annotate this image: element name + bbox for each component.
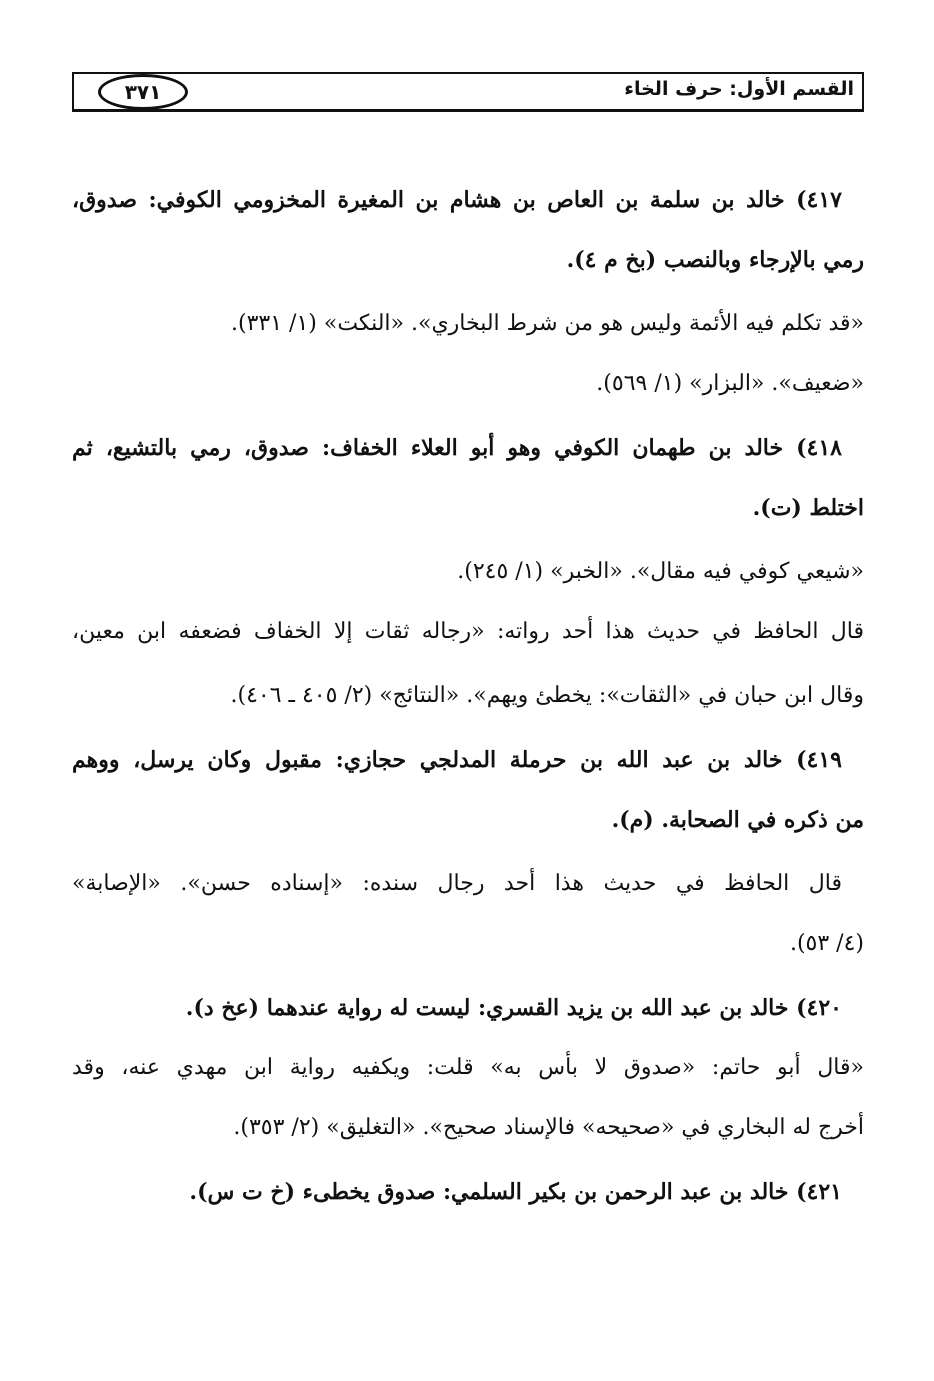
text-line: ٤١٩) خالد بن عبد الله بن حرملة المدلجي حجازي: مقبول وكان يرسل، ووهم xyxy=(72,747,842,773)
text-line: «قال أبو حاتم: «صدوق لا بأس به» قلت: ويكفيه رواية ابن مهدي عنه، وقد xyxy=(72,1055,864,1080)
text-line: رمي بالإرجاء وبالنصب (بخ م ٤). xyxy=(566,247,864,273)
text-line: اختلط (ت). xyxy=(752,495,864,521)
text-line: ٤٢١) خالد بن عبد الرحمن بن بكير السلمي: صدوق يخطىء (خ ت س). xyxy=(189,1179,842,1205)
text-line: من ذكره في الصحابة. (م). xyxy=(611,807,864,833)
running-header xyxy=(72,72,864,112)
text-line: ٤٢٠) خالد بن عبد الله بن يزيد القسري: ليست له رواية عندهما (عخ د). xyxy=(185,995,842,1021)
header-left-rule xyxy=(72,72,74,112)
page-number: ٣٧١ xyxy=(98,74,188,110)
header-bottom-rule xyxy=(72,109,864,112)
text-line: وقال ابن حبان في «الثقات»: يخطئ ويهم». «النتائج» (٢/ ٤٠٥ ـ ٤٠٦). xyxy=(230,683,864,708)
text-line: قال الحافظ في حديث هذا أحد رجال سنده: «إسناده حسن». «الإصابة» xyxy=(72,871,842,896)
text-line: أخرج له البخاري في «صحيحه» فالإسناد صحيح». «التغليق» (٢/ ٣٥٣). xyxy=(233,1115,864,1140)
running-title: القسم الأول: حرف الخاء xyxy=(624,78,854,100)
text-line: (٤/ ٥٣). xyxy=(789,931,864,956)
header-right-rule xyxy=(862,72,864,112)
text-line: ٤١٧) خالد بن سلمة بن العاص بن هشام بن المغيرة المخزومي الكوفي: صدوق، xyxy=(72,187,842,213)
text-line: ٤١٨) خالد بن طهمان الكوفي وهو أبو العلاء الخفاف: صدوق، رمي بالتشيع، ثم xyxy=(72,435,842,461)
text-line: قال الحافظ في حديث هذا أحد رواته: «رجاله ثقات إلا الخفاف فضعفه ابن معين، xyxy=(72,619,864,644)
text-line: «قد تكلم فيه الأئمة وليس هو من شرط البخاري». «النكت» (١/ ٣٣١). xyxy=(231,311,864,336)
text-line: «شيعي كوفي فيه مقال». «الخبر» (١/ ٢٤٥). xyxy=(457,559,864,584)
header-top-rule xyxy=(72,72,864,74)
text-line: «ضعيف». «البزار» (١/ ٥٦٩). xyxy=(596,371,864,396)
